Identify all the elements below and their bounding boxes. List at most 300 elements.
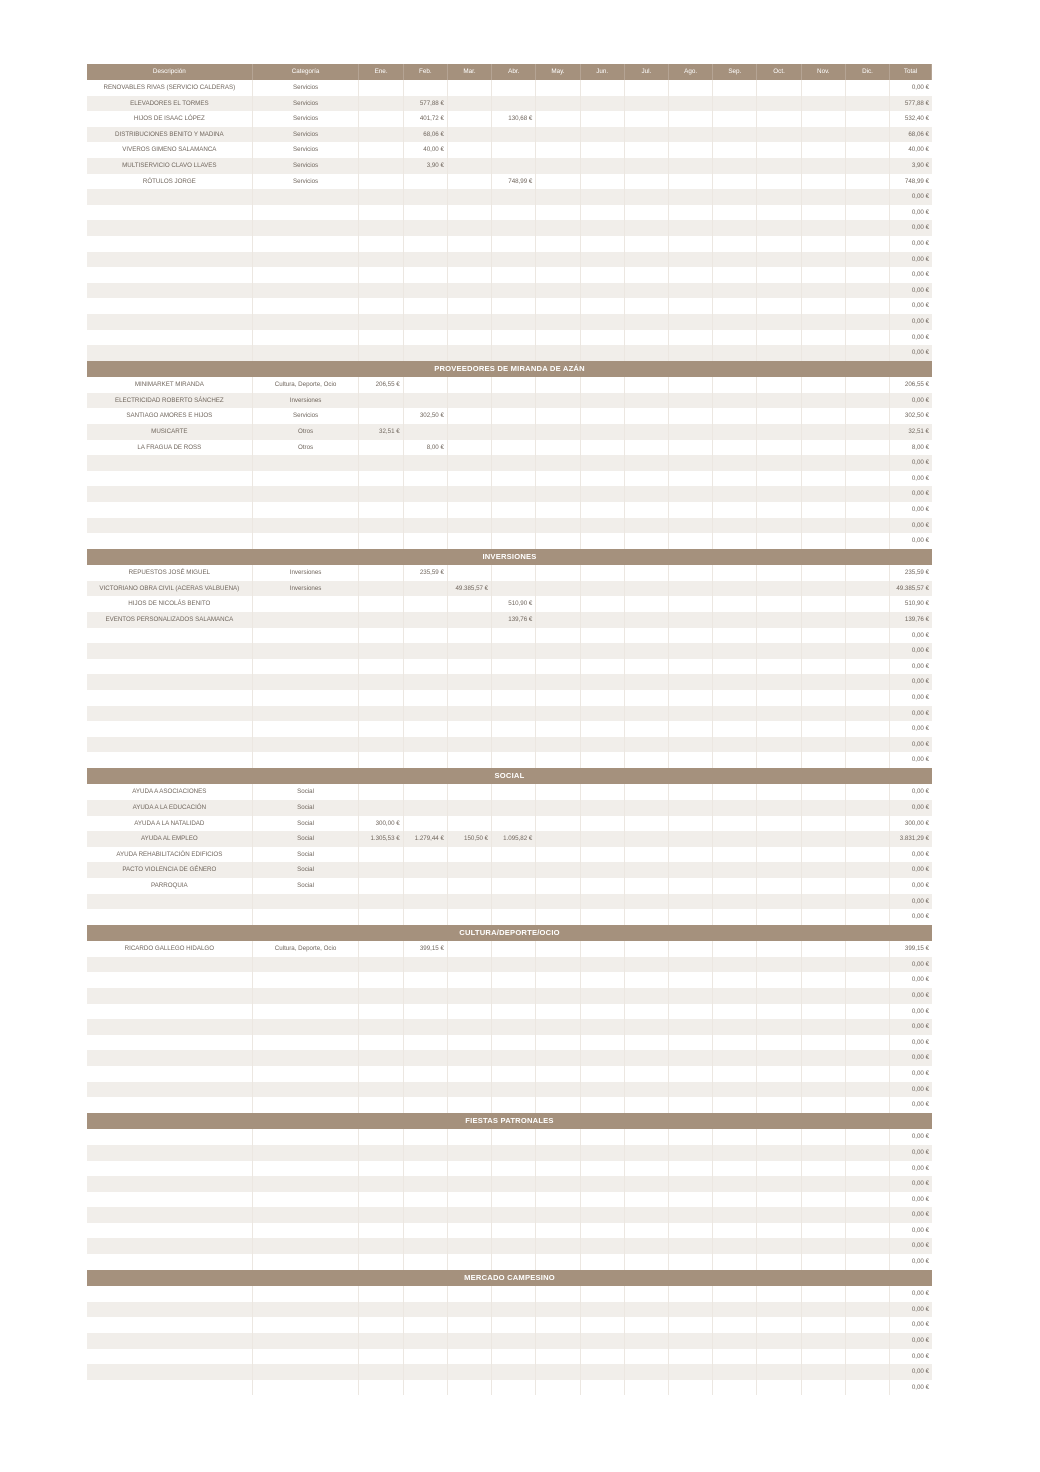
cell-month bbox=[581, 283, 625, 299]
cell-month bbox=[802, 345, 846, 361]
cell-month bbox=[581, 142, 625, 158]
cell-month bbox=[581, 878, 625, 894]
cell-total: 0,00 € bbox=[911, 1242, 930, 1250]
cell-month bbox=[669, 816, 713, 832]
cell-categoria bbox=[253, 455, 360, 471]
cell-month bbox=[359, 643, 403, 659]
cell-descripcion bbox=[87, 690, 253, 706]
cell-month bbox=[846, 314, 890, 330]
cell-month bbox=[669, 236, 713, 252]
cell-categoria bbox=[253, 596, 360, 612]
cell-month bbox=[359, 267, 403, 283]
cell-month bbox=[757, 1380, 801, 1396]
cell-month bbox=[492, 862, 536, 878]
table-row bbox=[87, 189, 932, 205]
cell-descripcion: VICTORIANO OBRA CIVIL (ACERAS VALBUENA) bbox=[87, 581, 253, 597]
cell-total: 0,00 € bbox=[911, 1007, 930, 1015]
cell-month bbox=[492, 972, 536, 988]
cell-total: 0,00 € bbox=[911, 709, 930, 717]
table-row bbox=[87, 252, 932, 268]
cell-month bbox=[581, 1302, 625, 1318]
table-row bbox=[87, 455, 932, 471]
cell-categoria: Inversiones bbox=[253, 581, 360, 597]
cell-descripcion: AYUDA AL EMPLEO bbox=[87, 831, 253, 847]
header-total: Total bbox=[890, 64, 932, 80]
cell-month bbox=[846, 1192, 890, 1208]
cell-month bbox=[359, 1380, 403, 1396]
cell-month bbox=[404, 518, 448, 534]
cell-month bbox=[625, 988, 669, 1004]
cell-month bbox=[492, 1097, 536, 1113]
cell-month bbox=[625, 1286, 669, 1302]
cell-categoria bbox=[253, 1380, 360, 1396]
cell-month bbox=[536, 345, 580, 361]
cell-month: 3,90 € bbox=[404, 158, 448, 174]
cell-month bbox=[802, 847, 846, 863]
cell-total: 0,00 € bbox=[911, 271, 930, 279]
cell-categoria bbox=[253, 957, 360, 973]
cell-month bbox=[757, 111, 801, 127]
table-row bbox=[87, 1302, 932, 1318]
cell-month bbox=[581, 1097, 625, 1113]
cell-month bbox=[359, 518, 403, 534]
cell-month bbox=[669, 1097, 713, 1113]
cell-month bbox=[359, 96, 403, 112]
cell-descripcion bbox=[87, 1238, 253, 1254]
table-row bbox=[87, 957, 932, 973]
section-header: FIESTAS PATRONALES bbox=[87, 1113, 932, 1130]
cell-month bbox=[802, 1364, 846, 1380]
cell-categoria bbox=[253, 1004, 360, 1020]
cell-descripcion bbox=[87, 220, 253, 236]
cell-month bbox=[625, 314, 669, 330]
cell-month bbox=[581, 862, 625, 878]
cell-month bbox=[669, 612, 713, 628]
cell-month bbox=[625, 283, 669, 299]
table-body bbox=[87, 80, 932, 1395]
cell-month bbox=[536, 174, 580, 190]
cell-month bbox=[536, 1223, 580, 1239]
cell-total: 0,00 € bbox=[911, 1070, 930, 1078]
cell-month bbox=[359, 878, 403, 894]
cell-month bbox=[404, 1129, 448, 1145]
cell-month bbox=[802, 721, 846, 737]
cell-month bbox=[846, 283, 890, 299]
cell-month bbox=[359, 158, 403, 174]
cell-month bbox=[581, 659, 625, 675]
cell-month bbox=[448, 706, 492, 722]
cell-month bbox=[669, 941, 713, 957]
cell-month bbox=[404, 252, 448, 268]
cell-month bbox=[802, 1286, 846, 1302]
cell-month bbox=[802, 628, 846, 644]
cell-descripcion bbox=[87, 314, 253, 330]
cell-month bbox=[846, 706, 890, 722]
cell-month bbox=[757, 252, 801, 268]
cell-month bbox=[625, 941, 669, 957]
section-header: INVERSIONES bbox=[87, 549, 932, 566]
cell-month bbox=[448, 596, 492, 612]
cell-month bbox=[713, 1238, 757, 1254]
cell-month bbox=[492, 581, 536, 597]
cell-month bbox=[359, 1333, 403, 1349]
cell-month bbox=[669, 518, 713, 534]
cell-descripcion: EVENTOS PERSONALIZADOS SALAMANCA bbox=[87, 612, 253, 628]
cell-month bbox=[713, 1004, 757, 1020]
cell-month bbox=[492, 1004, 536, 1020]
table-row bbox=[87, 643, 932, 659]
cell-month bbox=[448, 267, 492, 283]
cell-month bbox=[359, 862, 403, 878]
cell-month bbox=[359, 298, 403, 314]
cell-month bbox=[581, 1145, 625, 1161]
cell-month bbox=[802, 612, 846, 628]
cell-month bbox=[802, 1066, 846, 1082]
cell-descripcion: HIJOS DE NICOLÁS BENITO bbox=[87, 596, 253, 612]
cell-month bbox=[581, 1004, 625, 1020]
cell-month bbox=[581, 314, 625, 330]
cell-month bbox=[448, 988, 492, 1004]
cell-categoria bbox=[253, 1161, 360, 1177]
table-row bbox=[87, 393, 932, 409]
cell-month bbox=[846, 1380, 890, 1396]
table-row bbox=[87, 471, 932, 487]
cell-month bbox=[802, 1050, 846, 1066]
cell-month bbox=[492, 455, 536, 471]
cell-month bbox=[448, 1066, 492, 1082]
cell-total: 235,59 € bbox=[904, 569, 930, 577]
cell-total: 748,99 € bbox=[904, 177, 930, 185]
cell-month bbox=[359, 314, 403, 330]
cell-total: 0,00 € bbox=[911, 239, 930, 247]
cell-month bbox=[713, 957, 757, 973]
cell-month bbox=[404, 220, 448, 236]
cell-total: 0,00 € bbox=[911, 208, 930, 216]
cell-month bbox=[625, 424, 669, 440]
cell-total: 577,88 € bbox=[904, 99, 930, 107]
cell-month bbox=[625, 252, 669, 268]
cell-month bbox=[846, 816, 890, 832]
cell-month bbox=[448, 1082, 492, 1098]
table-row bbox=[87, 659, 932, 675]
cell-month bbox=[757, 690, 801, 706]
cell-month bbox=[846, 220, 890, 236]
cell-month bbox=[713, 1286, 757, 1302]
cell-month bbox=[625, 330, 669, 346]
cell-month bbox=[359, 1004, 403, 1020]
cell-month bbox=[492, 330, 536, 346]
cell-month bbox=[757, 1145, 801, 1161]
table-row bbox=[87, 174, 932, 190]
cell-month bbox=[802, 894, 846, 910]
cell-month bbox=[581, 533, 625, 549]
cell-month bbox=[625, 267, 669, 283]
cell-month bbox=[757, 565, 801, 581]
cell-month bbox=[404, 612, 448, 628]
cell-month bbox=[669, 1192, 713, 1208]
cell-month bbox=[802, 706, 846, 722]
cell-categoria bbox=[253, 236, 360, 252]
cell-month bbox=[802, 565, 846, 581]
cell-month bbox=[404, 674, 448, 690]
cell-month bbox=[536, 800, 580, 816]
cell-month: 577,88 € bbox=[404, 96, 448, 112]
cell-month bbox=[581, 502, 625, 518]
cell-month bbox=[536, 957, 580, 973]
cell-month bbox=[802, 1097, 846, 1113]
cell-descripcion bbox=[87, 1254, 253, 1270]
cell-total: 0,00 € bbox=[911, 1195, 930, 1203]
header-month: Feb. bbox=[404, 64, 448, 80]
cell-month bbox=[669, 565, 713, 581]
cell-month bbox=[581, 784, 625, 800]
cell-month bbox=[448, 127, 492, 143]
cell-month bbox=[757, 909, 801, 925]
cell-month bbox=[581, 174, 625, 190]
cell-month bbox=[625, 894, 669, 910]
cell-month bbox=[492, 205, 536, 221]
cell-month bbox=[757, 1050, 801, 1066]
cell-month bbox=[757, 267, 801, 283]
cell-month bbox=[669, 1161, 713, 1177]
cell-month bbox=[404, 424, 448, 440]
cell-month bbox=[713, 345, 757, 361]
cell-month bbox=[581, 486, 625, 502]
cell-categoria bbox=[253, 298, 360, 314]
cell-month bbox=[625, 1066, 669, 1082]
cell-month bbox=[757, 455, 801, 471]
cell-month bbox=[536, 1050, 580, 1066]
cell-categoria bbox=[253, 1050, 360, 1066]
cell-month bbox=[359, 1161, 403, 1177]
cell-month bbox=[359, 486, 403, 502]
cell-total: 0,00 € bbox=[911, 992, 930, 1000]
cell-categoria bbox=[253, 189, 360, 205]
cell-month: 1.279,44 € bbox=[404, 831, 448, 847]
cell-total: 0,00 € bbox=[911, 1383, 930, 1391]
cell-total: 0,00 € bbox=[911, 521, 930, 529]
cell-month bbox=[669, 1066, 713, 1082]
cell-month bbox=[802, 1129, 846, 1145]
cell-month bbox=[536, 909, 580, 925]
cell-month bbox=[404, 236, 448, 252]
cell-month bbox=[757, 205, 801, 221]
cell-month bbox=[802, 220, 846, 236]
cell-month bbox=[669, 267, 713, 283]
cell-month bbox=[492, 1082, 536, 1098]
cell-month bbox=[757, 533, 801, 549]
cell-month bbox=[625, 628, 669, 644]
cell-month bbox=[846, 988, 890, 1004]
cell-month bbox=[713, 1035, 757, 1051]
cell-month bbox=[581, 330, 625, 346]
cell-descripcion bbox=[87, 1050, 253, 1066]
cell-month bbox=[536, 1035, 580, 1051]
cell-month bbox=[581, 455, 625, 471]
cell-categoria bbox=[253, 1082, 360, 1098]
cell-month bbox=[536, 455, 580, 471]
cell-month bbox=[802, 80, 846, 96]
cell-month bbox=[846, 1097, 890, 1113]
cell-month bbox=[492, 96, 536, 112]
cell-month bbox=[492, 800, 536, 816]
cell-month bbox=[846, 345, 890, 361]
cell-month bbox=[625, 659, 669, 675]
cell-total: 0,00 € bbox=[911, 693, 930, 701]
cell-month bbox=[846, 1302, 890, 1318]
cell-month bbox=[802, 816, 846, 832]
cell-month bbox=[802, 737, 846, 753]
cell-month bbox=[846, 1333, 890, 1349]
cell-month bbox=[713, 1129, 757, 1145]
cell-month bbox=[713, 330, 757, 346]
cell-month bbox=[846, 674, 890, 690]
cell-descripcion bbox=[87, 236, 253, 252]
cell-total: 0,00 € bbox=[911, 84, 930, 91]
cell-month bbox=[669, 127, 713, 143]
cell-month: 130,68 € bbox=[492, 111, 536, 127]
cell-month bbox=[625, 377, 669, 393]
cell-month bbox=[492, 909, 536, 925]
cell-month bbox=[846, 1082, 890, 1098]
cell-month bbox=[669, 721, 713, 737]
cell-month bbox=[625, 518, 669, 534]
cell-month bbox=[492, 1254, 536, 1270]
cell-month bbox=[802, 486, 846, 502]
cell-month bbox=[492, 565, 536, 581]
cell-descripcion bbox=[87, 298, 253, 314]
cell-month bbox=[669, 174, 713, 190]
table-row bbox=[87, 972, 932, 988]
cell-month bbox=[625, 486, 669, 502]
cell-month bbox=[536, 142, 580, 158]
cell-month bbox=[492, 894, 536, 910]
cell-month bbox=[757, 862, 801, 878]
cell-total: 0,00 € bbox=[911, 1352, 930, 1360]
cell-month bbox=[536, 486, 580, 502]
cell-month bbox=[492, 1302, 536, 1318]
cell-month bbox=[713, 252, 757, 268]
cell-month bbox=[581, 737, 625, 753]
cell-descripcion bbox=[87, 1145, 253, 1161]
cell-month bbox=[713, 612, 757, 628]
cell-month bbox=[846, 1004, 890, 1020]
cell-month bbox=[625, 1317, 669, 1333]
cell-month bbox=[757, 1129, 801, 1145]
cell-month bbox=[492, 393, 536, 409]
cell-month bbox=[757, 581, 801, 597]
section-header: MERCADO CAMPESINO bbox=[87, 1270, 932, 1287]
cell-month bbox=[757, 1161, 801, 1177]
cell-categoria bbox=[253, 283, 360, 299]
cell-month bbox=[669, 1035, 713, 1051]
header-descripcion: Descripción bbox=[87, 64, 253, 80]
cell-descripcion bbox=[87, 737, 253, 753]
cell-month bbox=[713, 142, 757, 158]
cell-month bbox=[625, 800, 669, 816]
cell-month bbox=[492, 1349, 536, 1365]
cell-month: 32,51 € bbox=[359, 424, 403, 440]
cell-month bbox=[581, 581, 625, 597]
cell-month bbox=[492, 957, 536, 973]
cell-month bbox=[448, 909, 492, 925]
cell-month bbox=[448, 847, 492, 863]
cell-month bbox=[536, 878, 580, 894]
cell-month bbox=[448, 252, 492, 268]
cell-month bbox=[404, 972, 448, 988]
cell-month bbox=[492, 1364, 536, 1380]
cell-month bbox=[713, 941, 757, 957]
cell-month bbox=[492, 784, 536, 800]
cell-month bbox=[625, 878, 669, 894]
cell-descripcion bbox=[87, 988, 253, 1004]
cell-month bbox=[448, 862, 492, 878]
table-row bbox=[87, 1364, 932, 1380]
cell-month bbox=[448, 941, 492, 957]
header-month: Nov. bbox=[802, 64, 846, 80]
cell-month bbox=[846, 408, 890, 424]
cell-month bbox=[713, 909, 757, 925]
cell-descripcion bbox=[87, 894, 253, 910]
cell-month bbox=[713, 533, 757, 549]
cell-total: 0,00 € bbox=[911, 1305, 930, 1313]
cell-month bbox=[713, 158, 757, 174]
cell-month bbox=[536, 1176, 580, 1192]
cell-month bbox=[536, 565, 580, 581]
cell-month bbox=[625, 80, 669, 96]
cell-total: 0,00 € bbox=[911, 333, 930, 341]
cell-month bbox=[846, 502, 890, 518]
cell-month bbox=[448, 377, 492, 393]
cell-month bbox=[757, 1238, 801, 1254]
cell-month bbox=[713, 1176, 757, 1192]
cell-month bbox=[846, 440, 890, 456]
cell-month bbox=[757, 189, 801, 205]
cell-total: 0,00 € bbox=[911, 224, 930, 232]
cell-month bbox=[625, 1019, 669, 1035]
cell-month bbox=[625, 706, 669, 722]
cell-month bbox=[846, 205, 890, 221]
cell-month bbox=[846, 1050, 890, 1066]
cell-month bbox=[404, 1364, 448, 1380]
table-row bbox=[87, 1176, 932, 1192]
cell-month bbox=[757, 1192, 801, 1208]
cell-month bbox=[492, 628, 536, 644]
cell-month bbox=[625, 1145, 669, 1161]
cell-month bbox=[625, 674, 669, 690]
cell-month bbox=[536, 894, 580, 910]
cell-month bbox=[757, 1176, 801, 1192]
cell-month bbox=[713, 267, 757, 283]
cell-month bbox=[846, 142, 890, 158]
cell-month bbox=[404, 628, 448, 644]
cell-month bbox=[536, 706, 580, 722]
cell-month bbox=[448, 752, 492, 768]
cell-month bbox=[448, 957, 492, 973]
cell-descripcion bbox=[87, 455, 253, 471]
cell-month bbox=[359, 737, 403, 753]
cell-month bbox=[536, 988, 580, 1004]
cell-month bbox=[757, 220, 801, 236]
cell-month bbox=[625, 596, 669, 612]
cell-month bbox=[713, 581, 757, 597]
cell-month bbox=[713, 1145, 757, 1161]
cell-month bbox=[802, 643, 846, 659]
cell-month bbox=[448, 236, 492, 252]
cell-month bbox=[581, 111, 625, 127]
cell-month bbox=[802, 142, 846, 158]
cell-month: 206,55 € bbox=[359, 377, 403, 393]
